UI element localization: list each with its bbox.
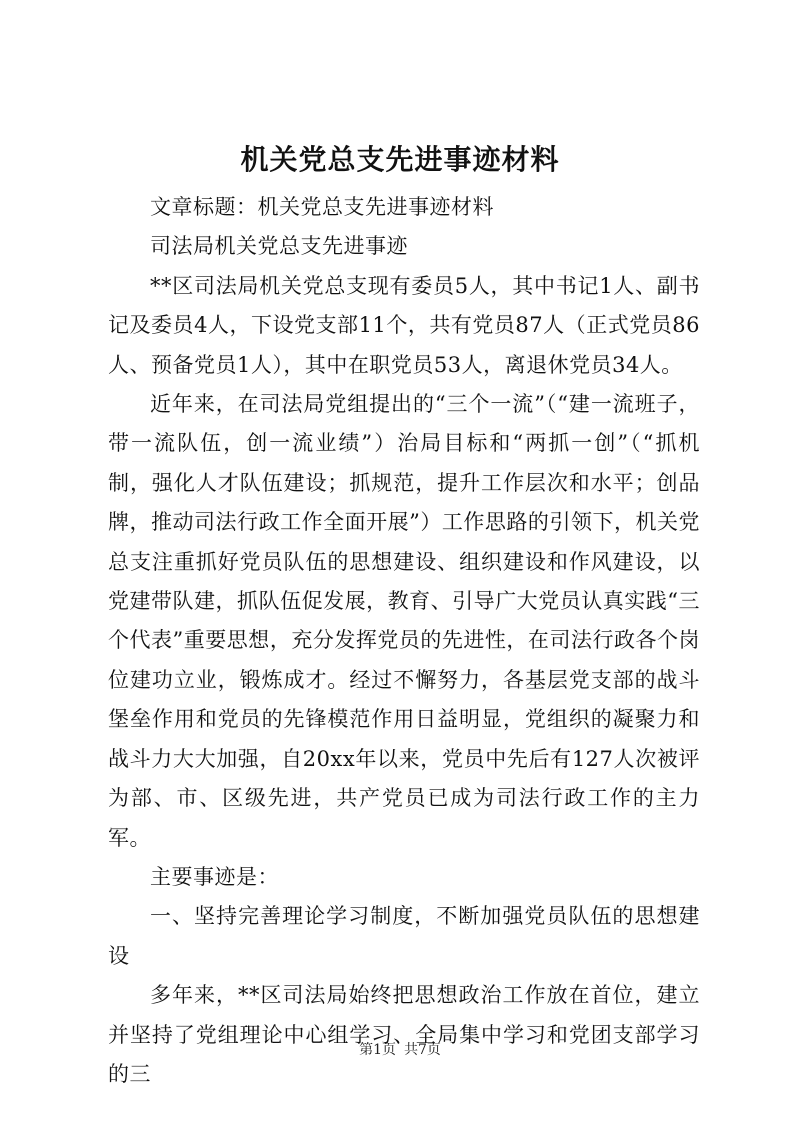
paragraph-overview: **区司法局机关党总支现有委员5人，其中书记1人、副书记及委员4人，下设党支部11个，共有党员87人（正式党员86人、预备党员1人），其中在职党员53人，离退休党员34人。 <box>108 273 700 377</box>
page-footer <box>0 1040 800 1060</box>
paragraph-section-one-heading: 一、坚持完善理论学习制度，不断加强党员队伍的思想建设 <box>108 904 700 968</box>
paragraph-section-one-body: 多年来，**区司法局始终把思想政治工作放在首位，建立并坚持了党组理论中心组学习、全局集中学习和党团支部学习的三 <box>108 983 700 1086</box>
document-title: 机关党总支先进事迹材料 <box>240 143 560 176</box>
paragraph-subtitle: 司法局机关党总支先进事迹 <box>150 234 408 259</box>
paragraph-background: 近年来，在司法局党组提出的“三个一流”（“建一流班子，带一流队伍，创一流业绩”）治局目标和“两抓一创”（“抓机制，强化人才队伍建设；抓规范，提升工作层次和水平；创品牌，推动司法行政工作全面开展”）工作思路的引领下，机关党总支注重抓好党员队伍的思想建设、组织建设和作风建设，以党建带队建，抓队伍促发展，教育、引导广大党员认真实践“三个代表”重要思想，充分发挥党员的先进性，在司法行政各个岗位建功立业，锻炼成才。经过不懈努力，各基层党支部的战斗堡垒作用和党员的先锋模范作用日益明显，党组织的凝聚力和战斗力大大加强，自20xx年以来，党员中先后有127人次被评为部、市、区级先进，共产党员已成为司法行政工作的主力军。 <box>108 392 700 850</box>
paragraph-main-deeds-heading: 主要事迹是： <box>150 864 279 889</box>
page-number: 第1页 <box>359 1042 396 1058</box>
paragraph-article-heading: 文章标题：机关党总支先进事迹材料 <box>150 195 494 219</box>
page-total: 共7页 <box>404 1042 441 1058</box>
document-body <box>108 188 700 1094</box>
